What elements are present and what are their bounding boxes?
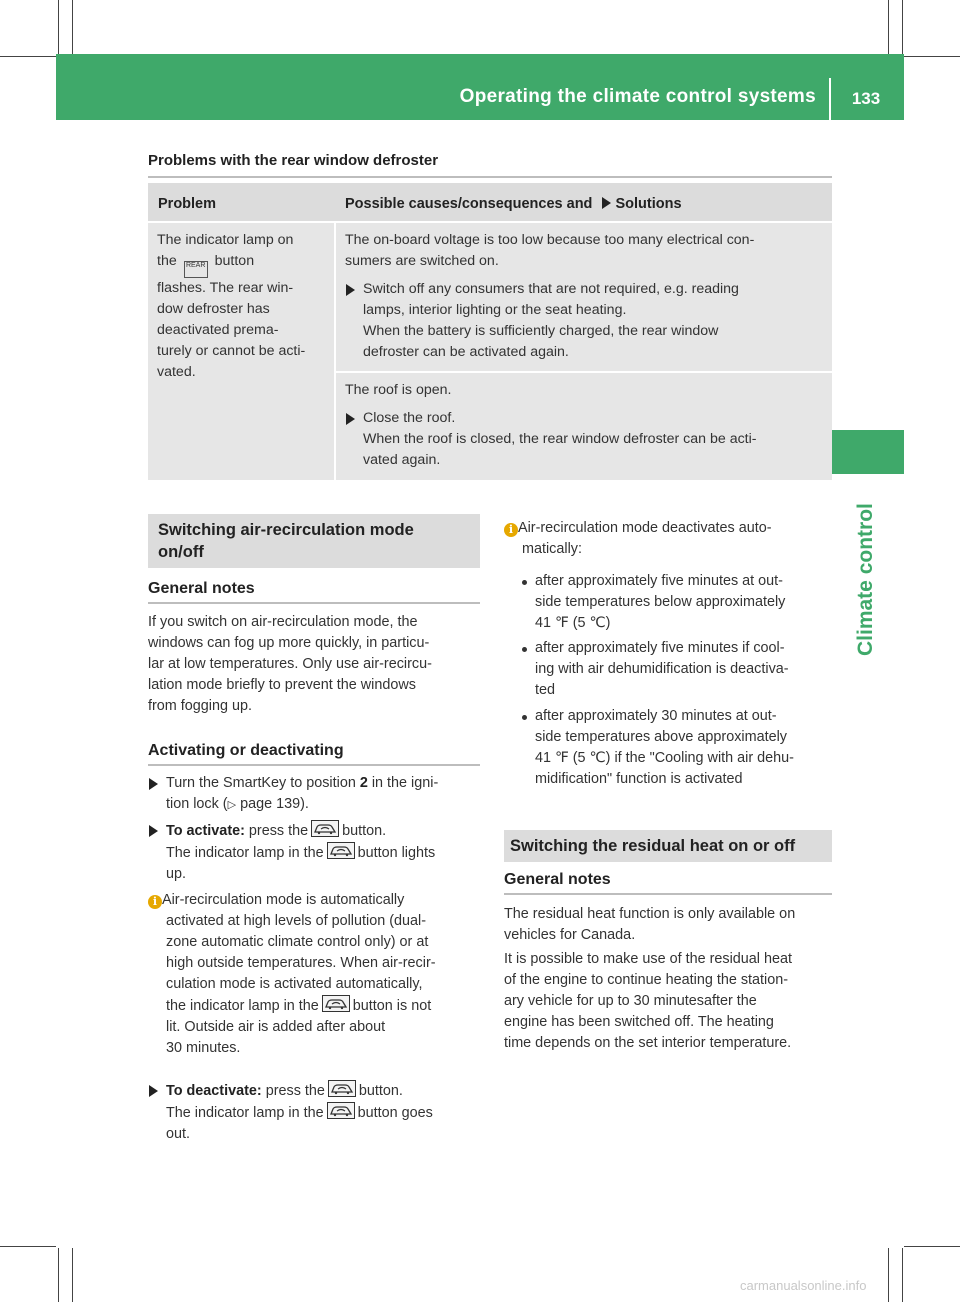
- subsection-title: General notes: [504, 871, 611, 888]
- subsection-rule: [148, 764, 480, 766]
- crop-mark: [888, 0, 889, 54]
- subsection-rule: [504, 893, 832, 895]
- arrow-icon: [149, 825, 158, 837]
- info-note: Air-recirculation mode is automatically activated at high levels of pollution (dual- zone automatic climate control only) or at high outside temperatures. When air-recir- culation mode is activated automatically, the indicator lamp in the button is not lit. Outside air is added after about 30 minutes.: [162, 892, 436, 1056]
- bullet-dot: [522, 715, 527, 720]
- column-header-solutions: Solutions: [615, 196, 682, 212]
- bullet-dot: [522, 580, 527, 585]
- crop-mark: [58, 1248, 59, 1302]
- recirculation-icon: [328, 1080, 356, 1097]
- info-icon: i: [504, 523, 518, 537]
- crop-mark: [904, 56, 960, 57]
- crop-mark: [0, 56, 56, 57]
- cause-2-text: The roof is open. Close the roof. When the roof is closed, the rear window defroster can be acti- vated again.: [345, 380, 827, 471]
- section-rule: [148, 176, 832, 178]
- column-header-problem: Problem: [158, 196, 217, 212]
- crop-mark: [904, 1246, 960, 1247]
- list-item: after approximately five minutes at out- side temperatures below approximately 41 ℉ (5 ℃): [535, 573, 786, 631]
- arrow-icon: [346, 284, 355, 296]
- header-title: Operating the climate control systems: [459, 86, 816, 107]
- crop-mark: [58, 0, 59, 54]
- section-title: Problems with the rear window defroster: [148, 152, 439, 169]
- rear-defroster-icon: REAR: [184, 261, 208, 278]
- cause-1-text: The on-board voltage is too low because too many electrical con- sumers are switched on. Switch off any consumers that are not required, e.g. reading lamps, interior lighting or the seat heating. When the battery is sufficiently charged, the rear window defroster can be activated again.: [345, 230, 827, 363]
- arrow-icon: [346, 413, 355, 425]
- recirculation-icon: [322, 995, 350, 1012]
- section-heading: Switching the residual heat on or off: [510, 837, 796, 855]
- header-divider: [829, 78, 831, 120]
- step-item: To activate: press the button. The indicator lamp in the button lights up.: [148, 820, 484, 885]
- arrow-icon: [149, 778, 158, 790]
- bullet-dot: [522, 647, 527, 652]
- activating-steps: [148, 773, 484, 891]
- section-heading: Switching air-recirculation mode on/off: [158, 521, 414, 561]
- problem-text: The indicator lamp on the REAR button flashes. The rear win- dow defroster has deactivated prema- turely or cannot be acti- vated.: [157, 232, 306, 380]
- recirculation-icon: [327, 842, 355, 859]
- list-item: after approximately 30 minutes at out- side temperatures above approximately 41 ℉ (5 ℃) if the "Cooling with air dehu- midification" function is activated: [535, 708, 794, 787]
- crop-mark: [902, 1248, 903, 1302]
- crop-mark: [888, 1248, 889, 1302]
- recirculation-icon: [311, 820, 339, 837]
- crop-mark: [0, 1246, 56, 1247]
- step-item: To deactivate: press the button. The indicator lamp in the button goes out.: [148, 1080, 484, 1145]
- list-item: after approximately five minutes if cool- ing with air dehumidification is deactiva- ted: [535, 640, 789, 698]
- page-number: 133: [851, 89, 881, 108]
- solution-step: Switch off any consumers that are not required, e.g. reading lamps, interior lighting or the seat heating. When the battery is sufficiently charged, the rear window defroster can be activated again.: [345, 279, 827, 363]
- column-header-causes: [345, 196, 682, 212]
- side-tab-label: Climate control: [854, 503, 877, 656]
- crop-mark: [902, 0, 903, 54]
- page-ref-icon: ▷: [227, 799, 237, 811]
- general-notes-text: If you switch on air-recirculation mode, the windows can fog up more quickly, in particu- lar at low temperatures. Only use air-recircu- lation mode briefly to prevent the windows from fogging up.: [148, 614, 432, 714]
- recirculation-icon: [327, 1102, 355, 1119]
- residual-heat-text: The residual heat function is only available on vehicles for Canada. It is possible to make use of the residual heat of the engine to continue heating the station- ary vehicle for up to 30 minutesafter the engine has been switched off. The heating time depends on the set interior temperature.: [504, 906, 796, 1051]
- crop-mark: [72, 0, 73, 54]
- info-icon: i: [148, 895, 162, 909]
- subsection-rule: [148, 602, 480, 604]
- solution-step: Close the roof. When the roof is closed, the rear window defroster can be acti- vated again.: [345, 408, 827, 471]
- step-item: Turn the SmartKey to position 2 in the igni- tion lock (▷ page 139).: [148, 773, 484, 816]
- deactivating-steps: [148, 1080, 484, 1145]
- side-tab: [838, 488, 898, 658]
- subsection-title: General notes: [148, 580, 255, 597]
- crop-mark: [72, 1248, 73, 1302]
- info-note-auto-deactivate: Air-recirculation mode deactivates auto- matically:: [518, 520, 772, 557]
- page-link[interactable]: page 139).: [240, 796, 309, 812]
- side-tab-block: [832, 430, 904, 474]
- column-header-causes-label: Possible causes/consequences and: [345, 196, 593, 212]
- watermark: carmanualsonline.info: [740, 1278, 867, 1293]
- subsection-title: Activating or deactivating: [148, 742, 344, 759]
- arrow-icon: [602, 197, 611, 209]
- arrow-icon: [149, 1085, 158, 1097]
